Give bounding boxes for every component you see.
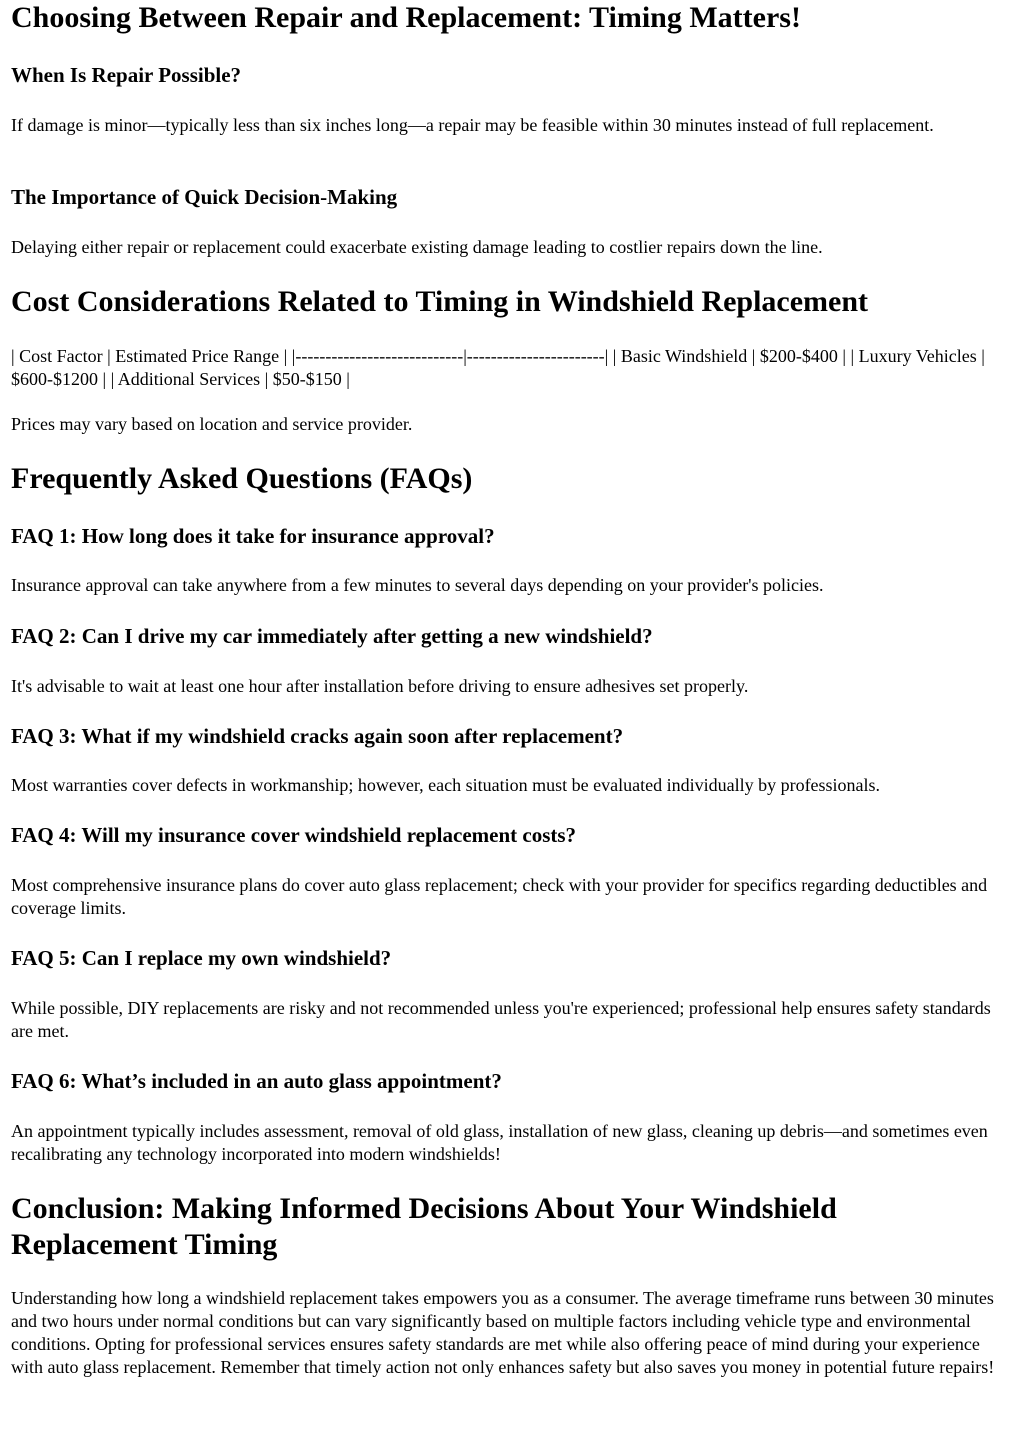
repair-possible-text: If damage is minor—typically less than six inches long—a repair may be feasible within 30 minutes instead of full replacement.: [11, 115, 934, 135]
quick-decision-text: Delaying either repair or replacement could exacerbate existing damage leading to costlier repairs down the line.: [11, 237, 823, 257]
faq-answer: An appointment typically includes assessment, removal of old glass, installation of new glass, cleaning up debris—and sometimes even recalibrating any technology incorporated into modern windshields!: [11, 1121, 988, 1164]
conclusion-text: Understanding how long a windshield replacement takes empowers you as a consumer. The average timeframe runs between 30 minutes and two hours under normal conditions but can vary significantly based on multiple factors including vehicle type and environmental conditions. Opting for professional services ensures safety standards are met while also offering peace of mind during your experience with auto glass replacement. Remember that timely action not only enhances safety but also saves you money in potential future repairs!: [11, 1288, 995, 1377]
faq-answer: Most warranties cover defects in workmanship; however, each situation must be evaluated individually by professionals.: [11, 775, 881, 795]
quick-decision-heading: The Importance of Quick Decision-Making: [11, 185, 398, 209]
faq-question: FAQ 1: How long does it take for insurance approval?: [11, 524, 495, 548]
faq-answer: It's advisable to wait at least one hour after installation before driving to ensure adhesives set properly.: [11, 676, 749, 696]
section-cost-title: Cost Considerations Related to Timing in Windshield Replacement: [11, 285, 869, 318]
faq-answer: Insurance approval can take anywhere from a few minutes to several days depending on your provider's policies.: [11, 575, 824, 595]
faq-answer: Most comprehensive insurance plans do cover auto glass replacement; check with your provider for specifics regarding deductibles and coverage limits.: [11, 875, 988, 918]
section-conclusion-title: Conclusion: Making Informed Decisions About Your Windshield Replacement Timing: [11, 1192, 837, 1261]
cost-table-text: | Cost Factor | Estimated Price Range | |----------------------------|-----------------------| | Basic Windshield | $200-$400 | | Luxury Vehicles | $600-$1200 | | Additional Services | $50-$150 |: [11, 346, 985, 389]
faq-question: FAQ 4: Will my insurance cover windshield replacement costs?: [11, 823, 577, 847]
section-timing-title: Choosing Between Repair and Replacement: Timing Matters!: [11, 1, 801, 34]
faq-question: FAQ 2: Can I drive my car immediately after getting a new windshield?: [11, 624, 653, 648]
faq-question: FAQ 5: Can I replace my own windshield?: [11, 946, 392, 970]
faq-answer: While possible, DIY replacements are risky and not recommended unless you're experienced; professional help ensures safety standards are met.: [11, 998, 991, 1041]
faq-question: FAQ 3: What if my windshield cracks again soon after replacement?: [11, 724, 624, 748]
repair-possible-heading: When Is Repair Possible?: [11, 63, 242, 87]
cost-note: Prices may vary based on location and service provider.: [11, 414, 413, 434]
section-faq-title: Frequently Asked Questions (FAQs): [11, 462, 473, 495]
faq-question: FAQ 6: What’s included in an auto glass appointment?: [11, 1069, 502, 1093]
